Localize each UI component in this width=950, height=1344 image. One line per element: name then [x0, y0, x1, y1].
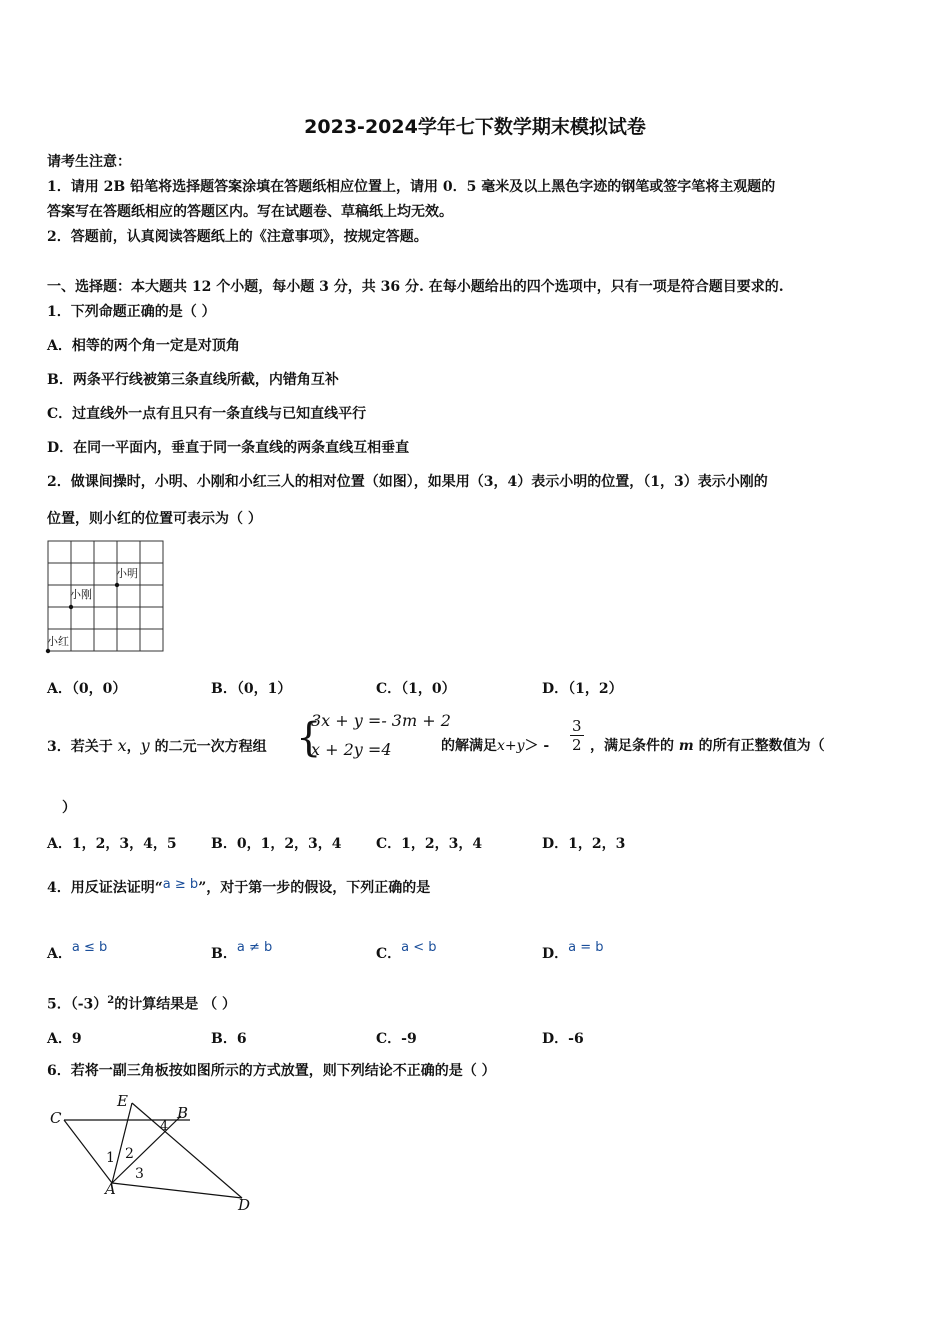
q6-triangles-figure [44, 1090, 264, 1220]
q3-close-paren: ） [62, 800, 76, 816]
q5-option-b: B．6 [211, 1031, 247, 1047]
q5-stem: 5．$(-3)^2$的计算结果是 （ ） [47, 995, 237, 1013]
q1-option-d: D．在同一平面内，垂直于同一条直线的两条直线互相垂直 [47, 440, 410, 456]
label-xiaoming: 小明 [116, 567, 138, 580]
q2-option-c: C．（1，0） [376, 681, 456, 697]
xiaoming-point [115, 583, 119, 587]
angle-1-label: 1 [106, 1150, 115, 1166]
label-b: B [177, 1104, 189, 1122]
q4-option-b: B．a ≠ b [211, 940, 273, 962]
xiaogang-point [69, 605, 73, 609]
q3-fraction: $\frac{3}{2}$ [572, 717, 582, 754]
label-a: A [105, 1180, 116, 1198]
q4-option-c: C．a < b [376, 940, 437, 962]
q5-option-d: D．-6 [542, 1031, 584, 1047]
q5-option-a: A．9 [47, 1031, 82, 1047]
notice-line-1b: 答案写在答题纸相应的答题区内。写在试题卷、草稿纸上均无效。 [47, 204, 453, 220]
q2-option-d: D．（1，2） [542, 681, 623, 697]
q3-equation-2: x + 2y =4 [311, 740, 392, 759]
notice-line-1: 1．请用 2B 铅笔将选择题答案涂填在答题纸相应位置上，请用 0．5 毫米及以上黑色字迹的钢笔或签字笔将主观题的 [47, 179, 776, 195]
xiaohong-point [46, 649, 50, 653]
triangle-lines [64, 1103, 242, 1198]
q1-option-b: B．两条平行线被第三条直线所截，内错角互补 [47, 372, 339, 388]
angle-2-label: 2 [125, 1146, 134, 1162]
label-e: E [117, 1092, 128, 1110]
q1-option-c: C．过直线外一点有且只有一条直线与已知直线平行 [47, 406, 367, 422]
q2-option-b: B．（0，1） [211, 681, 292, 697]
label-d: D [238, 1196, 251, 1214]
q2-option-a: A．（0，0） [47, 681, 127, 697]
label-c: C [50, 1109, 62, 1127]
q4-option-d: D．a = b [542, 940, 604, 962]
angle-4-label: 4 [160, 1119, 169, 1134]
q4-option-a: A．a ≤ b [47, 940, 108, 962]
q3-option-a: A．1，2，3，4，5 [47, 836, 177, 852]
equation-brace: { [296, 715, 322, 761]
q3-condition: 的解满足x+y＞ - [441, 738, 550, 754]
q1-stem: 1．下列命题正确的是（ ） [47, 304, 216, 320]
q3-stem-end: ，满足条件的 m 的所有正整数值为（ [590, 738, 825, 754]
q6-stem: 6．若将一副三角板按如图所示的方式放置，则下列结论不正确的是（ ） [47, 1063, 496, 1079]
q2-stem-line-2: 位置，则小红的位置可表示为（ ） [47, 511, 262, 527]
label-xiaohong: 小红 [47, 635, 69, 648]
label-xiaogang: 小刚 [70, 588, 92, 601]
notice-line-2: 2．答题前，认真阅读答题纸上的《注意事项》，按规定答题。 [47, 229, 428, 245]
q1-option-a: A．相等的两个角一定是对顶角 [47, 338, 240, 354]
page-title: 2023-2024学年七下数学期末模拟试卷 [304, 116, 646, 138]
q3-stem-start: 3．若关于 x，y 的二元一次方程组 [47, 736, 267, 755]
q2-grid-figure [44, 538, 168, 658]
q3-option-d: D．1，2，3 [542, 836, 626, 852]
angle-3-label: 3 [135, 1166, 144, 1182]
notice-heading: 请考生注意： [47, 154, 131, 170]
q3-option-c: C．1，2，3，4 [376, 836, 483, 852]
q4-stem: 4．用反证法证明“a ≥ b”，对于第一步的假设，下列正确的是 [47, 877, 431, 896]
q5-option-c: C．-9 [376, 1031, 417, 1047]
q3-equation-1: 3x + y =- 3m + 2 [311, 711, 451, 730]
section-heading: 一、选择题：本大题共 12 个小题，每小题 3 分，共 36 分. 在每小题给出的四个选项中，只有一项是符合题目要求的. [47, 279, 784, 295]
q3-option-b: B．0，1，2，3，4 [211, 836, 342, 852]
q2-stem-line-1: 2．做课间操时，小明、小刚和小红三人的相对位置（如图），如果用（3，4）表示小明的位置，（1，3）表示小刚的 [47, 474, 768, 490]
